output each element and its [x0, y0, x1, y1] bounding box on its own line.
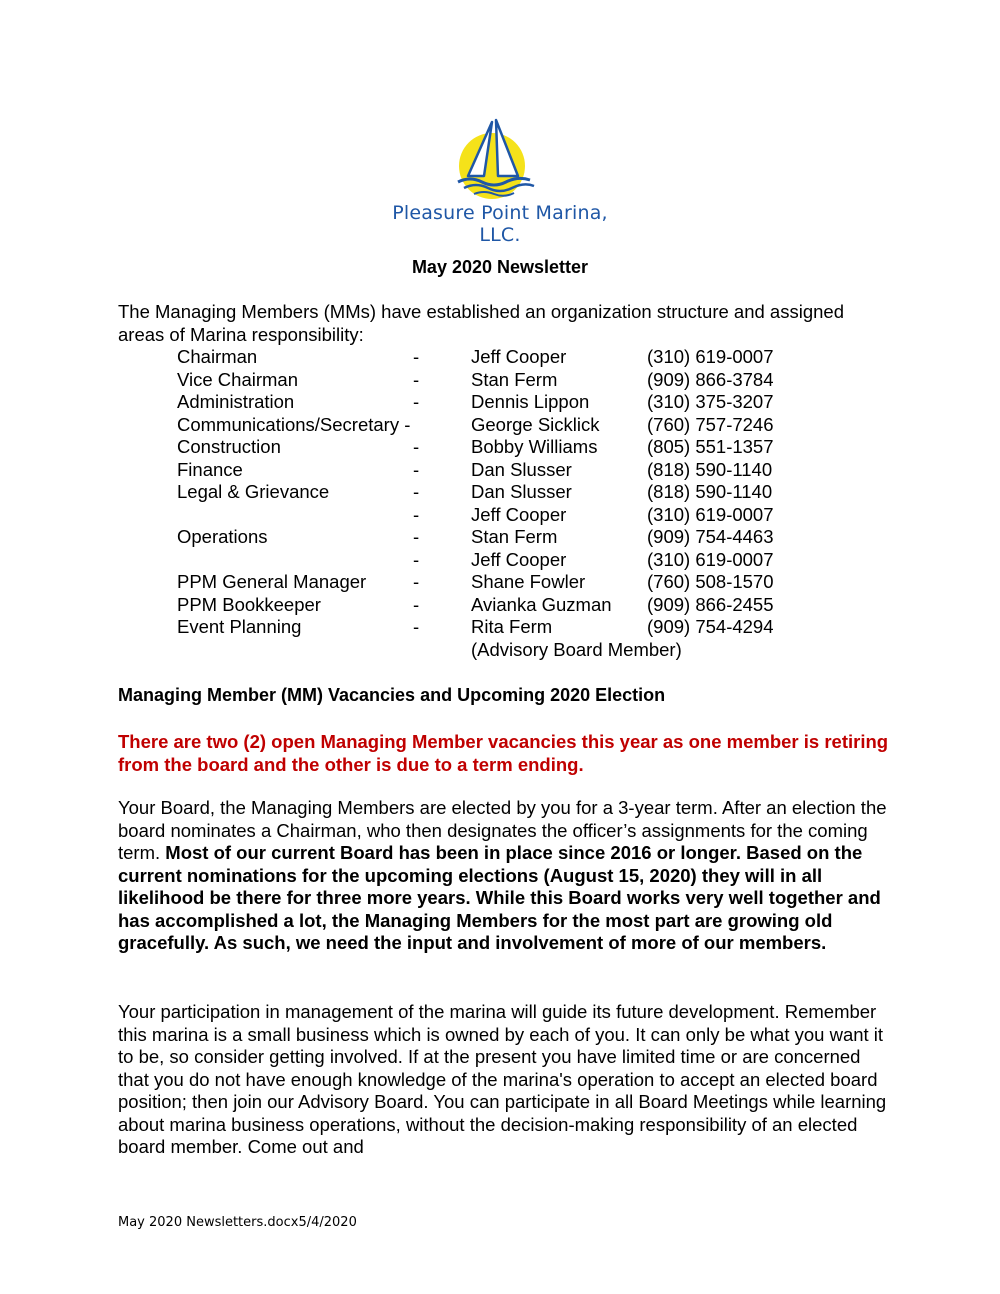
sailboat-sun-icon — [450, 118, 550, 204]
roster-role: PPM General Manager — [177, 571, 367, 592]
roster-name: Dan Slusser — [471, 481, 572, 502]
roster-role: Finance — [177, 458, 243, 480]
roster-name: George Sicklick — [471, 413, 600, 435]
roster-phone: (310) 375-3207 — [647, 391, 774, 412]
board-paragraph-bold: Most of our current Board has been in place since 2016 or longer. Based on the current nominations for the upcoming elections (August 15, 2020) they will in all likelihood be there for three more years. While this Board works very well together and has accomplished a lot, the Managing Members for the most part are growing old gracefully. As such, we need the input and involvement of more of our members. — [118, 842, 881, 953]
participation-paragraph: Your participation in management of the marina will guide its future development. Remember this marina is a small business which is owned by each of you. It can only be what you want it to be, so consider getting involved. If at the present you have limited time or are concerned that you do not have enough knowledge of the marina's operation to accept an elected board position; then join our Advisory Board. You can participate in all Board Meetings while learning about marina business operations, without the decision-making responsibility of an elected board member. Come out and — [118, 1001, 887, 1157]
roster-dash: - — [413, 458, 420, 480]
roster-dash: - — [413, 481, 420, 502]
roster-phone: (310) 619-0007 — [647, 503, 774, 525]
roster-phone: (310) 619-0007 — [647, 346, 774, 367]
board-paragraph — [118, 797, 888, 955]
roster-name: Rita Ferm — [471, 616, 553, 637]
roster-name: Bobby Williams — [471, 436, 598, 457]
roster-name: Avianka Guzman — [471, 593, 612, 615]
roster-phone: (760) 757-7246 — [647, 413, 774, 435]
logo-text: Pleasure Point Marina, LLC. — [392, 202, 608, 246]
roster-phone: (805) 551-1357 — [647, 436, 774, 457]
vacancy-notice: There are two (2) open Managing Member vacancies this year as one member is retiring from the board and the other is due to a term ending. — [118, 731, 889, 775]
roster-name: Stan Ferm — [471, 526, 558, 547]
roster-name: Stan Ferm — [471, 368, 558, 390]
roster-phone: (909) 866-3784 — [647, 368, 774, 390]
roster-role: Operations — [177, 526, 268, 547]
roster-phone: (909) 754-4294 — [647, 616, 774, 637]
roster-role: Event Planning — [177, 616, 302, 637]
roster-name: Dennis Lippon — [471, 391, 590, 412]
roster-dash: - — [413, 346, 420, 367]
roster-dash: - — [413, 526, 420, 547]
page-footer: May 2020 Newsletters.docx5/4/2020 — [118, 1215, 357, 1230]
roster-name: Jeff Cooper — [471, 346, 567, 367]
roster-name: Shane Fowler — [471, 571, 586, 592]
roster-phone: (818) 590-1140 — [647, 458, 773, 480]
roster-role: Legal & Grievance — [177, 481, 330, 502]
roster-name: Dan Slusser — [471, 458, 572, 480]
marina-logo — [370, 118, 630, 246]
roster-phone: (760) 508-1570 — [647, 571, 774, 592]
roster-role: Construction — [177, 436, 281, 457]
roster-dash: - — [413, 368, 420, 390]
roster-phone: (909) 754-4463 — [647, 526, 774, 547]
roster-phone: (818) 590-1140 — [647, 481, 773, 502]
board-paragraph-normal: Your Board, the Managing Members are elected by you for a 3-year term. After an election the board nominates a Chairman, who then designates the officer’s assignments for the coming term. — [118, 797, 887, 863]
intro-paragraph: The Managing Members (MMs) have established an organization structure and assigned areas of Marina responsibility: — [118, 301, 844, 345]
roster-role: PPM Bookkeeper — [177, 593, 321, 615]
newsletter-title: May 2020 Newsletter — [411, 257, 589, 277]
roster-dash: - — [413, 616, 420, 637]
roster-dash: - — [413, 571, 420, 592]
roster-phone: (909) 866-2455 — [647, 593, 774, 615]
roster-name: Jeff Cooper — [471, 548, 567, 570]
roster-role: Communications/Secretary - — [177, 413, 411, 435]
roster-name: Jeff Cooper — [471, 503, 567, 525]
roster-phone: (310) 619-0007 — [647, 548, 774, 570]
roster-dash: - — [413, 503, 420, 525]
roster-name: (Advisory Board Member) — [471, 638, 682, 660]
roster-dash: - — [413, 593, 420, 615]
vacancy-heading: Managing Member (MM) Vacancies and Upcoming 2020 Election — [118, 685, 666, 705]
roster-role: Vice Chairman — [177, 368, 298, 390]
roster-dash: - — [413, 391, 420, 412]
roster-dash: - — [413, 436, 420, 457]
roster-dash: - — [413, 548, 420, 570]
roster-role: Administration — [177, 391, 295, 412]
roster-role: Chairman — [177, 346, 258, 367]
